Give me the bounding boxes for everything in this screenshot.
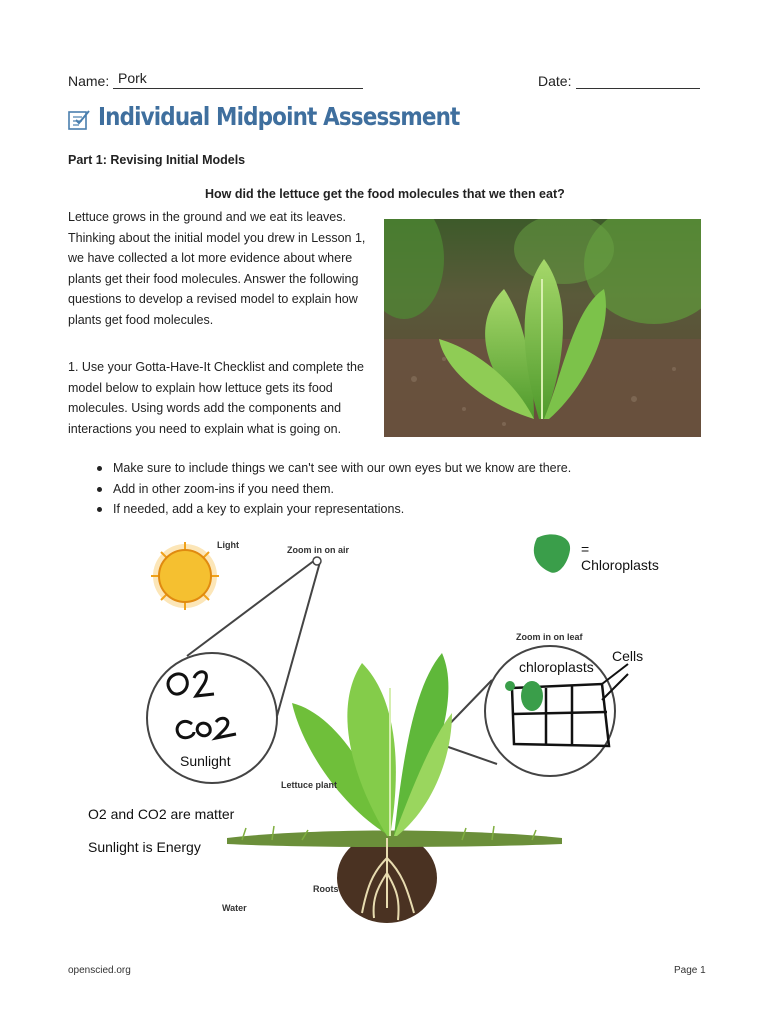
matter-note: O2 and CO2 are matter — [88, 806, 235, 822]
question-1-text: 1. Use your Gotta-Have-It Checklist and complete the model below to explain how lettuce gets its food molecules. Using words add the components and interactions you need to explain what is going on. — [68, 360, 364, 436]
page-title: Individual Midpoint Assessment — [98, 102, 460, 131]
instruction-list — [93, 458, 571, 520]
energy-note: Sunlight is Energy — [88, 839, 201, 855]
zoom-leaf-label: Zoom in on leaf — [516, 632, 583, 642]
lettuce-photo — [384, 219, 701, 437]
page-number: Page 1 — [674, 965, 706, 976]
zoom-air-label: Zoom in on air — [287, 545, 349, 555]
sun-icon — [151, 542, 219, 610]
checklist-icon — [67, 108, 91, 132]
list-item: Make sure to include things we can't see with our own eyes but we know are there. — [93, 458, 571, 479]
chloroplast-icon — [534, 534, 570, 572]
intro-paragraph: Lettuce grows in the ground and we eat its leaves. Thinking about the initial model you drew in Lesson 1, we have collected a lot more evidence about where plants get their food molecules. Answer the following questions to develop a revised model to explain how plants get food molecules. — [68, 210, 366, 327]
name-field-value[interactable]: Pork — [118, 70, 147, 86]
lettuce-model-diagram — [88, 528, 659, 946]
diagram-drawing — [132, 528, 636, 946]
chloroplast-key-text: = Chloroplasts — [581, 541, 659, 573]
roots-label: Roots — [313, 884, 339, 894]
cells-label: Cells — [612, 648, 644, 664]
light-label: Light — [217, 540, 239, 550]
name-field-line[interactable] — [113, 88, 363, 89]
footer-site: openscied.org — [68, 965, 131, 976]
chloroplasts-label: chloroplasts — [519, 659, 594, 675]
lettuce-plant-label: Lettuce plant — [281, 780, 338, 790]
water-label: Water — [222, 903, 247, 913]
sunlight-label: Sunlight — [180, 753, 231, 769]
list-item: If needed, add a key to explain your representations. — [93, 499, 571, 520]
date-field-line[interactable] — [576, 88, 700, 89]
driving-question: How did the lettuce get the food molecules that we then eat? — [205, 187, 565, 201]
date-label: Date: — [538, 73, 572, 89]
section-heading: Part 1: Revising Initial Models — [68, 153, 246, 167]
name-label: Name: — [68, 73, 110, 89]
list-item: Add in other zoom-ins if you need them. — [93, 479, 571, 500]
